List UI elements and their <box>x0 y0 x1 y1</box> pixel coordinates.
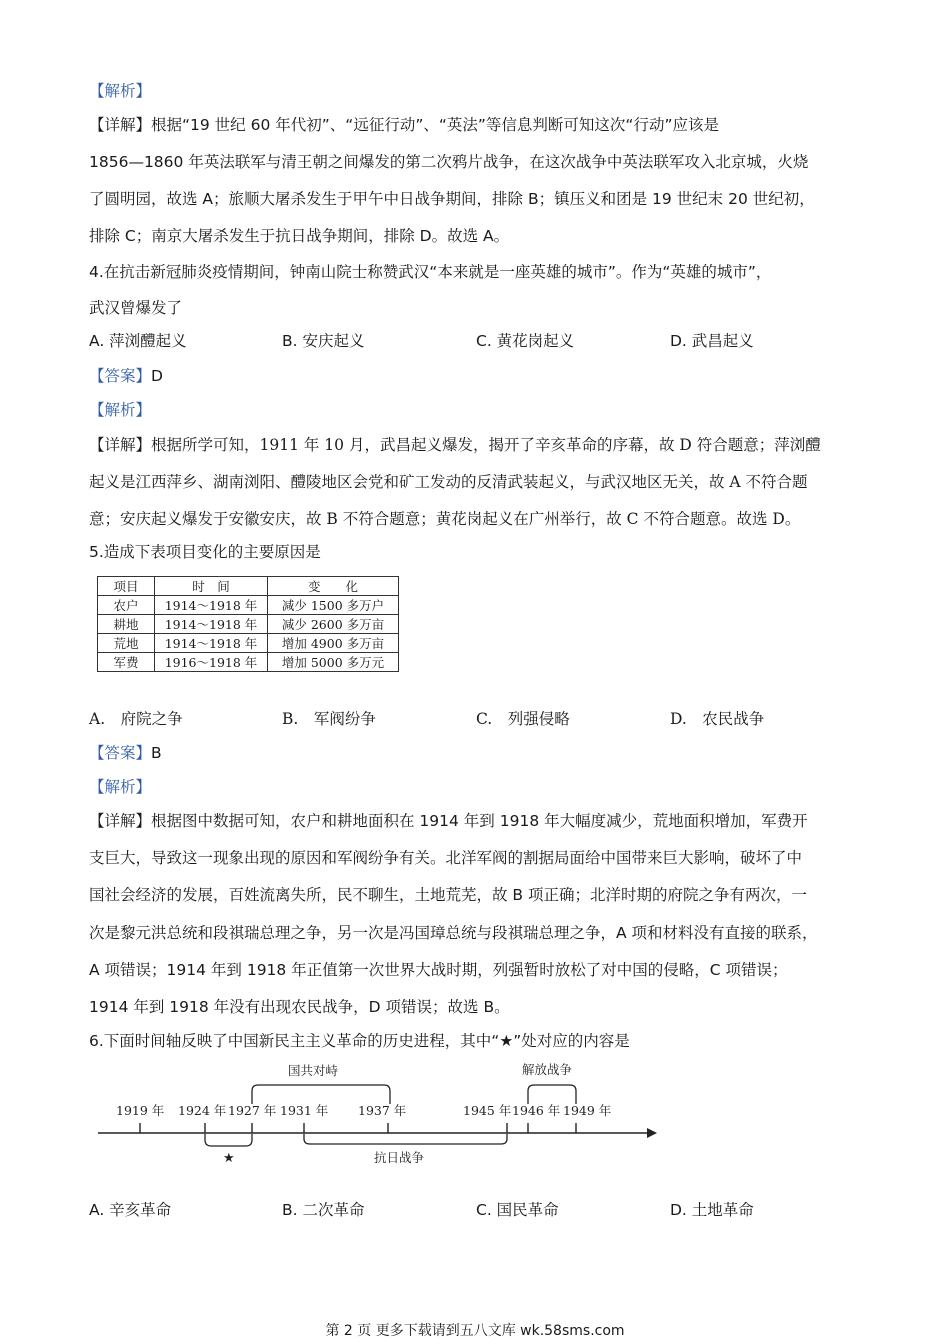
page-footer: 第 2 页 更多下载请到五八文库 wk.58sms.com <box>325 1323 625 1339</box>
q4-answer <box>89 365 163 387</box>
timeline-year-label: 1949 年 <box>563 1103 612 1118</box>
q5-detail-line-4: 次是黎元洪总统和段祺瑞总理之争，另一次是冯国璋总统与段祺瑞总理之争，A 项和材料没有直接的联系， <box>89 924 818 942</box>
table-cell: 军费 <box>98 653 155 672</box>
timeline-year-label: 1927 年 <box>228 1103 277 1118</box>
table-cell: 1914～1918 年 <box>155 615 268 634</box>
table-cell: 1914～1918 年 <box>155 596 268 615</box>
q5-detail-line-1: 【详解】根据图中数据可知，农户和耕地面积在 1914 年到 1918 年大幅度减少，荒地面积增加，军费开 <box>89 812 808 830</box>
q3-detail-line-2: 1856—1860 年英法联军与清王朝之间爆发的第二次鸦片战争，在这次战争中英法联军攻入北京城，火烧 <box>89 153 809 171</box>
table-cell: 增加 4900 多万亩 <box>268 634 399 653</box>
timeline-year-label: 1937 年 <box>358 1103 407 1118</box>
q3-analysis-tag: 【解析】 <box>89 82 152 100</box>
table-header-cell: 变 化 <box>268 577 399 596</box>
q4-option-a: A. 萍浏醴起义 <box>89 332 187 350</box>
q5-detail-line-5: A 项错误；1914 年到 1918 年正值第一次世界大战时期，列强暂时放松了对中国的侵略，C 项错误； <box>89 961 788 979</box>
q4-detail-line-3: 意；安庆起义爆发于安徽安庆，故 B 不符合题意；黄花岗起义在广州举行，故 C 不符合题意。故选 D。 <box>89 510 801 528</box>
q6-option-c: C. 国民革命 <box>476 1201 559 1219</box>
q5-detail-line-3: 国社会经济的发展，百姓流离失所，民不聊生，土地荒芜，故 B 项正确；北洋时期的府院之争有两次，一 <box>89 886 807 904</box>
q5-answer <box>89 742 162 764</box>
q5-stem: 5.造成下表项目变化的主要原因是 <box>89 543 321 561</box>
timeline-arrow-icon <box>647 1128 657 1138</box>
table-header-cell: 时 间 <box>155 577 268 596</box>
q5-analysis-tag: 【解析】 <box>89 778 152 796</box>
q5-detail-line-6: 1914 年到 1918 年没有出现农民战争，D 项错误；故选 B。 <box>89 998 510 1016</box>
table-header-row <box>98 577 399 596</box>
q3-detail-line-4: 排除 C；南京大屠杀发生于抗日战争期间，排除 D。故选 A。 <box>89 227 510 245</box>
q5-answer-tag: 【答案】 <box>89 744 152 762</box>
q5-data-table <box>97 576 399 672</box>
q5-option-d: D. 农民战争 <box>670 710 765 728</box>
table-cell: 增加 5000 多万元 <box>268 653 399 672</box>
star-icon: ★ <box>223 1151 235 1166</box>
timeline-year-label: 1924 年 <box>178 1103 227 1118</box>
q4-detail-line-2: 起义是江西萍乡、湖南浏阳、醴陵地区会党和矿工发动的反清武装起义，与武汉地区无关，故 A 不符合题 <box>89 473 808 491</box>
q6-option-b: B. 二次革命 <box>282 1201 365 1219</box>
q6-option-d: D. 土地革命 <box>670 1201 754 1219</box>
q4-stem-line-1: 4.在抗击新冠肺炎疫情期间，钟南山院士称赞武汉“本来就是一座英雄的城市”。作为“英雄的城市”， <box>89 263 772 281</box>
q4-answer-value: D <box>151 367 163 385</box>
q4-stem-line-2: 武汉曾爆发了 <box>89 299 183 317</box>
q3-detail-line-3: 了圆明园，故选 A；旅顺大屠杀发生于甲午中日战争期间，排除 B；镇压义和团是 19 世纪末 20 世纪初， <box>89 190 815 208</box>
q5-detail-line-2: 支巨大，导致这一现象出现的原因和军阀纷争有关。北洋军阀的割据局面给中国带来巨大影响，破坏了中 <box>89 849 803 867</box>
table-row <box>98 634 399 653</box>
table-row <box>98 653 399 672</box>
table-row <box>98 615 399 634</box>
q4-option-c: C. 黄花岗起义 <box>476 332 575 350</box>
q5-option-a: A. 府院之争 <box>89 710 183 728</box>
table-cell: 减少 2600 多万亩 <box>268 615 399 634</box>
label-kmt-cpc-confrontation: 国共对峙 <box>288 1063 339 1078</box>
table-row <box>98 596 399 615</box>
table-cell: 耕地 <box>98 615 155 634</box>
timeline-year-label: 1919 年 <box>116 1103 165 1118</box>
table-cell: 农户 <box>98 596 155 615</box>
q4-option-d: D. 武昌起义 <box>670 332 754 350</box>
q4-detail-line-1: 【详解】根据所学可知，1911 年 10 月，武昌起义爆发，揭开了辛亥革命的序幕，故 D 符合题意；萍浏醴 <box>89 436 821 454</box>
q3-detail-line-1: 【详解】根据“19 世纪 60 年代初”、“远征行动”、“英法”等信息判断可知这次“行动”应该是 <box>89 116 719 134</box>
q5-option-b: B. 军阀纷争 <box>282 710 376 728</box>
q5-answer-value: B <box>151 744 162 762</box>
q5-option-c: C. 列强侵略 <box>476 710 570 728</box>
timeline-year-label: 1931 年 <box>280 1103 329 1118</box>
timeline-year-label: 1946 年 <box>512 1103 561 1118</box>
q4-analysis-tag: 【解析】 <box>89 401 152 419</box>
q4-option-b: B. 安庆起义 <box>282 332 365 350</box>
q6-timeline-figure <box>92 1058 672 1168</box>
table-header-cell: 项目 <box>98 577 155 596</box>
table-cell: 荒地 <box>98 634 155 653</box>
brace-anti-japanese-war <box>304 1134 507 1144</box>
q4-answer-tag: 【答案】 <box>89 367 152 385</box>
bracket-star-period <box>205 1134 252 1146</box>
label-liberation-war: 解放战争 <box>522 1062 573 1077</box>
brace-kmt-cpc <box>252 1085 390 1104</box>
table-cell: 1914～1918 年 <box>155 634 268 653</box>
q6-stem: 6.下面时间轴反映了中国新民主主义革命的历史进程，其中“★”处对应的内容是 <box>89 1032 630 1050</box>
brace-liberation-war <box>528 1085 576 1104</box>
table-cell: 1916～1918 年 <box>155 653 268 672</box>
label-anti-japanese-war: 抗日战争 <box>374 1150 425 1165</box>
table-cell: 减少 1500 多万户 <box>268 596 399 615</box>
q6-option-a: A. 辛亥革命 <box>89 1201 172 1219</box>
timeline-year-label: 1945 年 <box>463 1103 512 1118</box>
